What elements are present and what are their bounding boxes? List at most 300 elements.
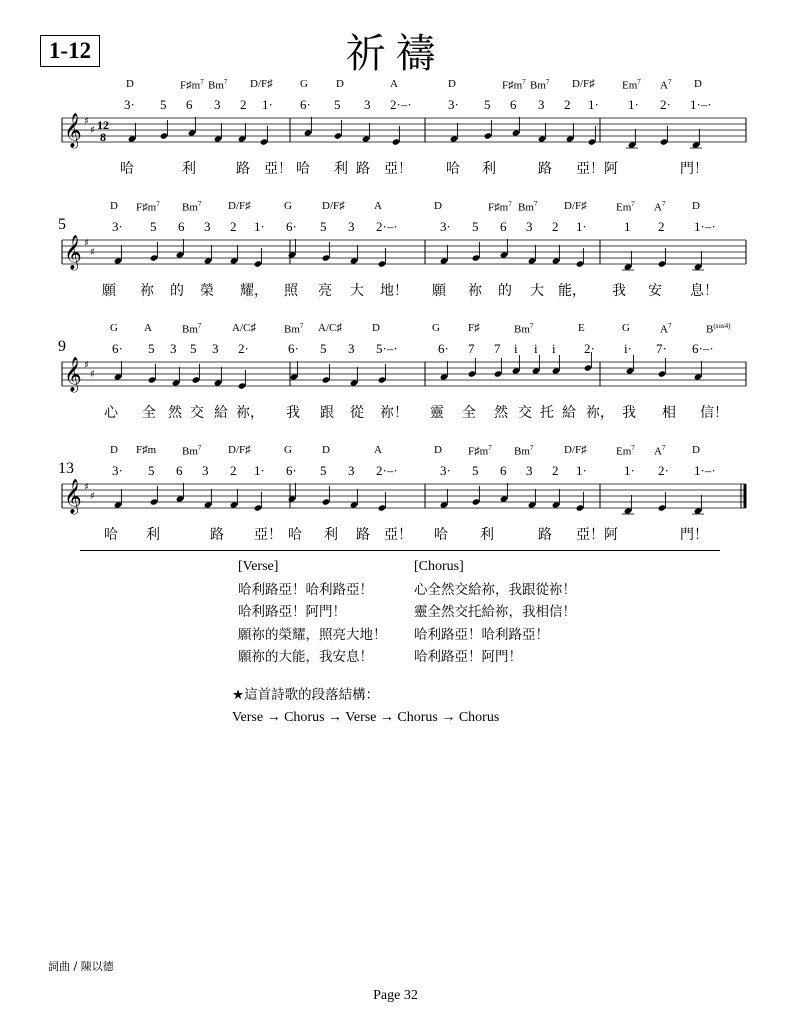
verse-lyrics-block: [238, 556, 387, 669]
chord-name: Bm: [284, 323, 300, 336]
chord-name: D: [110, 444, 118, 456]
jianpu-number: i: [552, 341, 556, 356]
key-sharp: ♯: [90, 369, 95, 380]
jianpu-number: 5: [320, 463, 327, 478]
lyric-syllable: 然: [494, 405, 508, 421]
lyric-syllable: 的: [498, 283, 512, 299]
chord-name: D: [126, 78, 134, 90]
chord-name: D: [434, 444, 442, 456]
chord-symbol: [694, 78, 702, 90]
lyric-syllable: 信！: [700, 405, 728, 421]
jianpu-number: 2: [552, 219, 559, 234]
lyric-syllable: 全: [142, 405, 156, 421]
chord-symbol: [468, 322, 480, 334]
lyric-syllable: 路: [538, 527, 552, 543]
chord-name: G: [110, 322, 118, 334]
jianpu-number: 3: [538, 97, 545, 112]
jianpu-number: i: [534, 341, 538, 356]
measure-number: 5: [58, 216, 66, 233]
lyric-syllable: 我: [286, 405, 300, 421]
chord-symbol: [502, 78, 526, 92]
lyric-syllable: 交: [190, 405, 204, 421]
chord-symbol: [660, 78, 671, 92]
chord-symbol: [228, 200, 251, 212]
chord-symbol: [578, 322, 585, 334]
song-number: 1-12: [40, 35, 100, 67]
chord-name: D: [322, 444, 330, 456]
jianpu-number: 5: [472, 463, 479, 478]
lyric-syllable: 跟: [320, 405, 334, 421]
lyric-syllable: 哈: [120, 161, 134, 177]
chord-extension: 7: [508, 200, 512, 208]
chord-symbol: [110, 322, 118, 334]
chord-name: Em: [616, 445, 632, 458]
key-sharp: ♯: [84, 360, 89, 371]
jianpu-number: 6·: [288, 341, 299, 356]
chord-name: F♯m: [502, 79, 523, 92]
chorus-line: 心全然交給祢，我跟從祢！: [414, 581, 576, 598]
verse-line: 哈利路亞！阿門！: [238, 604, 346, 620]
chord-symbol: [622, 78, 641, 92]
chord-symbol: [182, 322, 201, 336]
lyric-syllable: 路: [356, 161, 370, 177]
chord-symbol: [284, 200, 292, 212]
chord-extension: 7: [631, 200, 635, 208]
lyric-syllable: 路: [210, 527, 224, 543]
jianpu-number: 2: [240, 97, 247, 112]
jianpu-number: 1·: [576, 463, 587, 478]
jianpu-number: 5: [150, 219, 157, 234]
jianpu-number: 1·: [576, 219, 587, 234]
chord-name: Bm: [514, 445, 530, 458]
jianpu-number: 2: [658, 219, 665, 234]
lyric-syllable: 阿: [604, 161, 618, 177]
jianpu-number: 5: [320, 341, 327, 356]
chord-name: G: [284, 200, 292, 212]
lyric-syllable: 阿: [604, 527, 618, 543]
chord-name: D: [692, 444, 700, 456]
chord-name: B: [706, 323, 714, 336]
chord-name: Bm: [182, 201, 198, 214]
chord-name: A: [654, 445, 662, 458]
chord-symbol: [300, 78, 308, 90]
chord-name: D: [448, 78, 456, 90]
chord-extension: 7: [667, 78, 672, 86]
chord-name: Bm: [182, 445, 198, 458]
jianpu-number: 5: [160, 97, 167, 112]
lyric-syllable: 耀，: [240, 283, 268, 299]
jianpu-number: 7: [494, 341, 501, 356]
chord-symbol: [564, 444, 587, 456]
staff-lines: [62, 357, 746, 392]
jianpu-number: 3·: [112, 219, 123, 234]
lyric-syllable: 利: [480, 527, 494, 543]
lyric-syllable: 然: [168, 405, 182, 421]
chord-symbol: [448, 78, 456, 90]
jianpu-number: 3: [214, 97, 221, 112]
structure-flow: Verse → Chorus → Verse → Chorus → Chorus: [232, 709, 500, 725]
chorus-line: 哈利路亞！阿門！: [414, 649, 522, 665]
jianpu-number: 7·: [656, 341, 667, 356]
lyric-syllable: 祢: [468, 283, 482, 299]
jianpu-number: 3: [204, 219, 211, 234]
chord-name: D/F♯: [228, 444, 251, 456]
lyric-syllable: 大: [530, 283, 544, 299]
jianpu-number: 3: [526, 219, 533, 234]
jianpu-number: i·: [624, 341, 632, 356]
jianpu-number: 6: [500, 219, 507, 234]
chord-name: Bm: [182, 323, 198, 336]
lyric-syllable: 亮: [318, 283, 332, 299]
jianpu-number: 6: [176, 463, 183, 478]
jianpu-number: 6·: [300, 97, 311, 112]
staff-lines: [62, 235, 746, 270]
chord-extension: 7: [545, 78, 550, 86]
chord-name: F♯m: [136, 201, 157, 214]
verse-line: 願祢的大能，我安息！: [238, 649, 373, 665]
composer-credit: 詞曲 / 陳以德: [48, 960, 114, 973]
lyric-syllable: 安: [648, 283, 662, 299]
chord-symbol: [706, 322, 730, 336]
lyric-syllable: 我: [612, 283, 626, 299]
chord-extension: 7: [661, 200, 666, 208]
jianpu-number: 2: [230, 219, 237, 234]
jianpu-number: 3: [364, 97, 371, 112]
lyric-syllable: 全: [462, 405, 476, 421]
lyric-syllable: 照: [284, 283, 298, 299]
chord-symbol: [654, 444, 665, 458]
jianpu-number: 1·: [254, 219, 265, 234]
chord-extension: 7: [631, 444, 635, 452]
chord-symbol: [110, 444, 118, 456]
lyric-syllable: 托: [540, 405, 554, 421]
jianpu-number: 2·–·: [390, 97, 412, 112]
jianpu-number: 5: [320, 219, 327, 234]
chord-symbol: [180, 78, 204, 92]
lyric-syllable: 祢！: [380, 405, 408, 421]
chord-name: Bm: [530, 79, 546, 92]
treble-clef: 𝄞: [64, 113, 82, 148]
chord-extension: 7: [223, 78, 228, 86]
lyric-syllable: 祢: [140, 283, 154, 299]
lyric-syllable: 從: [350, 405, 364, 421]
key-sharp: ♯: [84, 116, 89, 127]
chord-extension: 7: [667, 322, 672, 330]
chord-name: Bm: [208, 79, 224, 92]
chord-name: A: [374, 444, 382, 456]
lyric-syllable: 亞！: [576, 161, 604, 177]
staff: [62, 357, 746, 392]
chord-extension: 7: [533, 200, 538, 208]
jianpu-number: 3: [348, 219, 355, 234]
staff-lines: [62, 479, 746, 514]
lyric-syllable: 路: [236, 161, 250, 177]
chord-extension: 7: [529, 322, 534, 330]
chord-symbol: [390, 78, 398, 90]
measure-number: 9: [58, 338, 66, 355]
jianpu-number: 3·: [440, 463, 451, 478]
chord-symbol: [284, 444, 292, 456]
lyric-syllable: 亞！: [384, 527, 412, 543]
chorus-line: 哈利路亞！哈利路亞！: [414, 626, 549, 643]
jianpu-number: 5: [148, 463, 155, 478]
chord-symbol: [692, 444, 700, 456]
lyric-syllable: 利: [324, 527, 338, 543]
lyric-syllable: 交: [518, 405, 532, 421]
jianpu-number: 7: [468, 341, 475, 356]
jianpu-number: 5: [484, 97, 491, 112]
chord-name: D/F♯: [564, 200, 587, 212]
chord-symbol: [518, 200, 537, 214]
chord-name: A/C♯: [232, 322, 256, 334]
lyric-syllable: 祢，: [236, 405, 264, 421]
chord-name: D/F♯: [228, 200, 251, 212]
chord-symbol: [572, 78, 595, 90]
jianpu-number: 3: [212, 341, 219, 356]
measure-number: 13: [58, 460, 74, 477]
time-signature-bottom: 8: [100, 130, 106, 144]
lyric-syllable: 亞！: [254, 527, 282, 543]
lyric-syllable: 亞！: [576, 527, 604, 543]
staff: [62, 479, 746, 514]
chord-symbol: [488, 200, 512, 214]
chord-name: A: [144, 322, 152, 334]
chord-extension: 7: [529, 444, 534, 452]
chord-symbol: [564, 200, 587, 212]
jianpu-number: 1·–·: [694, 463, 716, 478]
jianpu-number: 6: [510, 97, 517, 112]
chord-symbol: [374, 444, 382, 456]
lyric-syllable: 我: [622, 405, 636, 421]
chord-name: D/F♯: [322, 200, 345, 212]
chord-symbol: [374, 200, 382, 212]
chord-name: A: [390, 78, 398, 90]
chord-name: D: [372, 322, 380, 334]
jianpu-number: 3: [348, 341, 355, 356]
jianpu-number: i: [514, 341, 518, 356]
chord-name: D/F♯: [564, 444, 587, 456]
jianpu-number: 1: [624, 219, 631, 234]
chord-name: F♯m: [180, 79, 201, 92]
staff: [62, 113, 746, 148]
chord-extension: 7: [200, 78, 204, 86]
jianpu-number: 5: [472, 219, 479, 234]
chord-extension: 7: [156, 200, 160, 208]
chord-extension: 7: [661, 444, 666, 452]
chord-name: Bm: [514, 323, 530, 336]
chord-name: G: [284, 444, 292, 456]
jianpu-number: 1·: [262, 97, 273, 112]
key-sharp: ♯: [90, 125, 95, 136]
chord-symbol: [250, 78, 273, 90]
jianpu-number: 6·: [438, 341, 449, 356]
chord-symbol: [514, 322, 533, 336]
jianpu-number: 2·–·: [376, 219, 398, 234]
chord-symbol: [110, 200, 118, 212]
chord-symbol: [182, 200, 201, 214]
chord-name: F♯: [468, 322, 480, 334]
chord-symbol: [372, 322, 380, 334]
lyric-syllable: 息！: [690, 283, 718, 299]
jianpu-number: 3: [170, 341, 177, 356]
chorus-heading: [Chorus]: [414, 559, 464, 574]
chord-extension: (sus4): [713, 322, 731, 330]
chord-name: D: [434, 200, 442, 212]
jianpu-number: 1·–·: [690, 97, 712, 112]
chord-name: A: [660, 79, 668, 92]
jianpu-number: 5: [190, 341, 197, 356]
jianpu-number: 6·: [286, 463, 297, 478]
chord-extension: 7: [299, 322, 304, 330]
key-sharp: ♯: [84, 482, 89, 493]
chord-symbol: [514, 444, 533, 458]
jianpu-number: 6·–·: [692, 341, 714, 356]
chord-symbol: [232, 322, 256, 334]
page-number: Page 32: [373, 988, 418, 1003]
chord-extension: 7: [197, 444, 202, 452]
jianpu-number: 6: [178, 219, 185, 234]
chord-name: D/F♯: [250, 78, 273, 90]
chord-symbol: [182, 444, 201, 458]
lyric-syllable: 哈: [434, 527, 448, 543]
chord-symbol: [434, 200, 442, 212]
lyric-syllable: 相: [662, 405, 676, 421]
lyric-syllable: 能，: [558, 283, 586, 299]
chord-symbol: [144, 322, 152, 334]
chord-name: A/C♯: [318, 322, 342, 334]
lyric-syllable: 哈: [288, 527, 302, 543]
jianpu-number: 1·: [588, 97, 599, 112]
lyric-syllable: 的: [170, 283, 184, 299]
lyric-syllable: 亞！: [384, 161, 412, 177]
staff: [62, 235, 746, 270]
jianpu-number: 6·: [286, 219, 297, 234]
jianpu-number: 3·: [448, 97, 459, 112]
chord-symbol: [228, 444, 251, 456]
jianpu-number: 6·: [112, 341, 123, 356]
treble-clef: 𝄞: [64, 357, 82, 392]
chord-symbol: [654, 200, 665, 214]
chord-name: F♯m: [468, 445, 489, 458]
jianpu-number: 3: [202, 463, 209, 478]
key-sharp: ♯: [90, 491, 95, 502]
chord-symbol: [468, 444, 492, 458]
chord-extension: 7: [197, 322, 202, 330]
key-sharp: ♯: [84, 238, 89, 249]
lyric-syllable: 亞！: [264, 161, 292, 177]
structure-heading: ★這首詩歌的段落結構：: [232, 687, 380, 703]
lyric-syllable: 哈: [296, 161, 310, 177]
lyric-syllable: 利: [146, 527, 160, 543]
chord-name: A: [654, 201, 662, 214]
chord-symbol: [622, 322, 630, 334]
chord-name: Em: [616, 201, 632, 214]
chord-name: Em: [622, 79, 638, 92]
lyric-syllable: 門！: [680, 527, 708, 543]
lyric-syllable: 利: [182, 161, 196, 177]
chord-symbol: [322, 200, 345, 212]
lyric-syllable: 榮: [200, 283, 214, 299]
chord-symbol: [322, 444, 330, 456]
chord-name: F♯m: [488, 201, 509, 214]
jianpu-number: 3: [526, 463, 533, 478]
verse-line: 哈利路亞！哈利路亞！: [238, 581, 373, 598]
divider-line: [80, 550, 720, 551]
lyric-syllable: 哈: [104, 527, 118, 543]
jianpu-number: 2·: [238, 341, 249, 356]
lyric-syllable: 心: [104, 405, 118, 421]
lyric-syllable: 門！: [680, 161, 708, 177]
chord-name: D: [694, 78, 702, 90]
lyric-syllable: 靈: [430, 405, 444, 421]
chord-name: G: [622, 322, 630, 334]
chord-symbol: [136, 200, 160, 214]
jianpu-number: 2·: [660, 97, 671, 112]
jianpu-number: 2: [564, 97, 571, 112]
chorus-line: 靈全然交托給祢，我相信！: [414, 604, 576, 620]
jianpu-number: 1·: [628, 97, 639, 112]
chord-extension: 7: [488, 444, 492, 452]
chord-symbol: [530, 78, 549, 92]
treble-clef: 𝄞: [64, 235, 82, 270]
key-sharp: ♯: [90, 247, 95, 258]
chord-name: G: [432, 322, 440, 334]
chord-name: A: [374, 200, 382, 212]
chord-symbol: [284, 322, 303, 336]
chord-symbol: [208, 78, 227, 92]
lyric-syllable: 願: [432, 283, 446, 299]
jianpu-number: 6: [500, 463, 507, 478]
chord-name: A: [660, 323, 668, 336]
jianpu-number: 3·: [124, 97, 135, 112]
lyric-syllable: 路: [356, 527, 370, 543]
chord-symbol: [318, 322, 342, 334]
chord-extension: 7: [522, 78, 526, 86]
lyric-syllable: 地！: [380, 283, 408, 299]
chord-name: F♯m: [136, 444, 157, 456]
verse-heading: [Verse]: [238, 559, 279, 574]
lyric-syllable: 哈: [446, 161, 460, 177]
song-title: 祈禱: [345, 31, 446, 77]
jianpu-number: 3: [348, 463, 355, 478]
chord-name: D/F♯: [572, 78, 595, 90]
jianpu-number: 5: [148, 341, 155, 356]
structure-block: [232, 684, 499, 729]
lyric-syllable: 利: [482, 161, 496, 177]
jianpu-number: 5·–·: [376, 341, 398, 356]
jianpu-number: 2·: [584, 341, 595, 356]
chorus-lyrics-block: [414, 556, 576, 669]
jianpu-number: 1·: [624, 463, 635, 478]
jianpu-number: 2: [230, 463, 237, 478]
jianpu-number: 3·: [112, 463, 123, 478]
jianpu-number: 1·–·: [694, 219, 716, 234]
jianpu-number: 1·: [254, 463, 265, 478]
chord-symbol: [136, 444, 156, 456]
chord-name: D: [110, 200, 118, 212]
chord-symbol: [692, 200, 700, 212]
treble-clef: 𝄞: [64, 479, 82, 514]
chord-symbol: [126, 78, 134, 90]
jianpu-number: 2·–·: [376, 463, 398, 478]
jianpu-number: 6: [186, 97, 193, 112]
lyric-syllable: 大: [350, 283, 364, 299]
lyric-syllable: 利: [334, 161, 348, 177]
chord-extension: 7: [197, 200, 202, 208]
chord-name: E: [578, 322, 585, 334]
chord-extension: 7: [637, 78, 641, 86]
lyric-syllable: 給: [562, 405, 576, 421]
